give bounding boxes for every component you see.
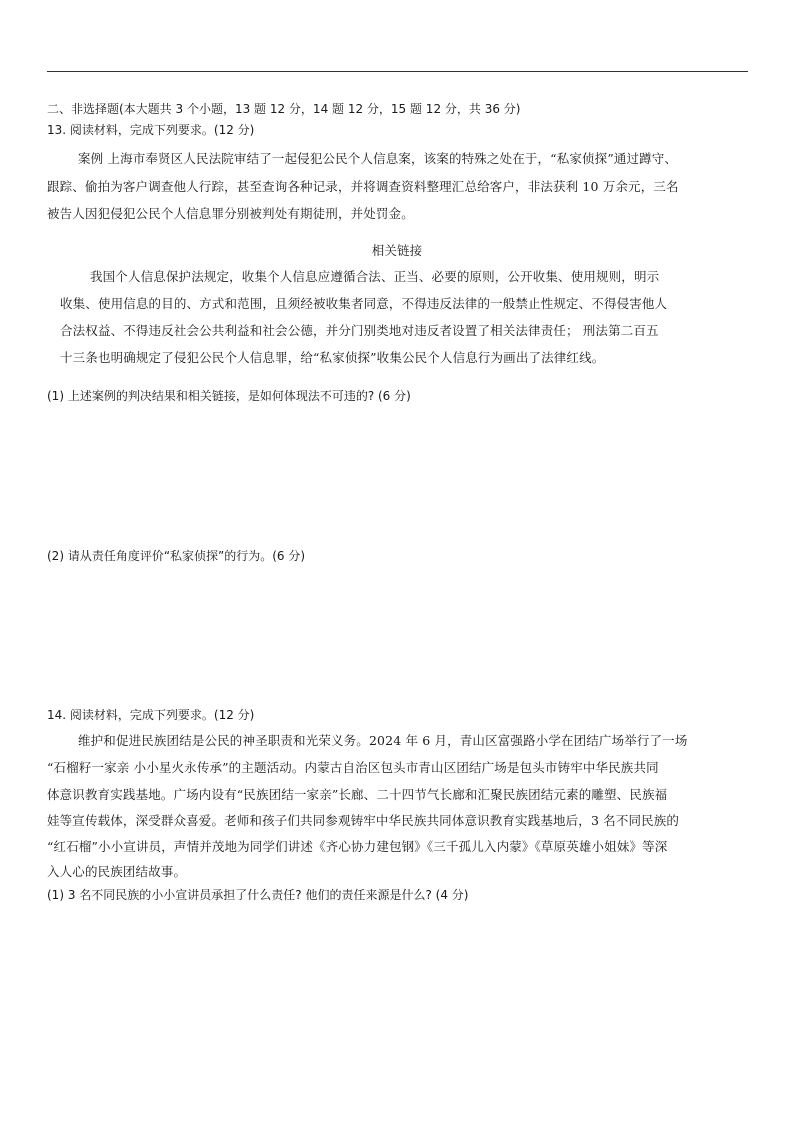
q14-material-line: 体意识教育实践基地。广场内设有“民族团结一家亲”长廊、二十四节气长廊和汇聚民族团结元素的雕塑、民族福: [47, 787, 668, 802]
q13-case-line: 跟踪、偷拍为客户调查他人行踪，甚至查询各种记录，并将调查资料整理汇总给客户，非法获利 10 万余元，三名: [47, 179, 679, 194]
q13-link-line: 我国个人信息保护法规定，收集个人信息应遵循合法、正当、必要的原则，公开收集、使用规则，明示: [90, 269, 660, 284]
question-13-heading: 13. 阅读材料，完成下列要求。(12 分): [47, 123, 255, 137]
q14-material-line: 入人心的民族团结故事。: [47, 864, 187, 879]
related-link-title: 相关链接: [371, 243, 423, 258]
question-14-heading: 14. 阅读材料，完成下列要求。(12 分): [47, 708, 255, 722]
q13-link-line: 合法权益、不得违反社会公共利益和社会公德，并分门别类地对违反者设置了相关法律责任； 刑法第二百五: [60, 323, 659, 338]
header-rule: [47, 71, 748, 72]
q13-link-line: 收集、使用信息的目的、方式和范围，且须经被收集者同意，不得违反法律的一般禁止性规定、不得侵害他人: [60, 296, 668, 311]
q14-material-line: 娃等宣传载体，深受群众喜爱。老师和孩子们共同参观铸牢中华民族共同体意识教育实践基地后，3 名不同民族的: [47, 813, 680, 828]
q13-link-line: 十三条也明确规定了侵犯公民个人信息罪，给“私家侦探”收集公民个人信息行为画出了法律红线。: [60, 350, 605, 365]
q13-subquestion-1: (1) 上述案例的判决结果和相关链接，是如何体现法不可违的? (6 分): [47, 389, 411, 403]
q14-material-line: “红石榴”小小宣讲员，声情并茂地为同学们讲述《齐心协力建包钢》《三千孤儿入内蒙》《草原英雄小姐妹》等深: [47, 839, 668, 854]
q14-material-line: “石榴籽一家亲 小小星火永传承”的主题活动。内蒙古自治区包头市青山区团结广场是包头市铸牢中华民族共同: [47, 760, 659, 775]
q13-subquestion-2: (2) 请从责任角度评价“私家侦探”的行为。(6 分): [47, 549, 306, 563]
q14-material-line: 维护和促进民族团结是公民的神圣职责和光荣义务。2024 年 6 月，青山区富强路小学在团结广场举行了一场: [78, 733, 688, 748]
q14-subquestion-1: (1) 3 名不同民族的小小宣讲员承担了什么责任? 他们的责任来源是什么? (4 分): [47, 888, 469, 902]
section-header: 二、非选择题(本大题共 3 个小题，13 题 12 分，14 题 12 分，15 题 12 分，共 36 分): [47, 102, 521, 116]
q13-case-line: 案例 上海市奉贤区人民法院审结了一起侵犯公民个人信息案，该案的特殊之处在于，“私家侦探”通过蹲守、: [78, 151, 678, 166]
q13-case-line: 被告人因犯侵犯公民个人信息罪分别被判处有期徒刑，并处罚金。: [47, 206, 414, 221]
